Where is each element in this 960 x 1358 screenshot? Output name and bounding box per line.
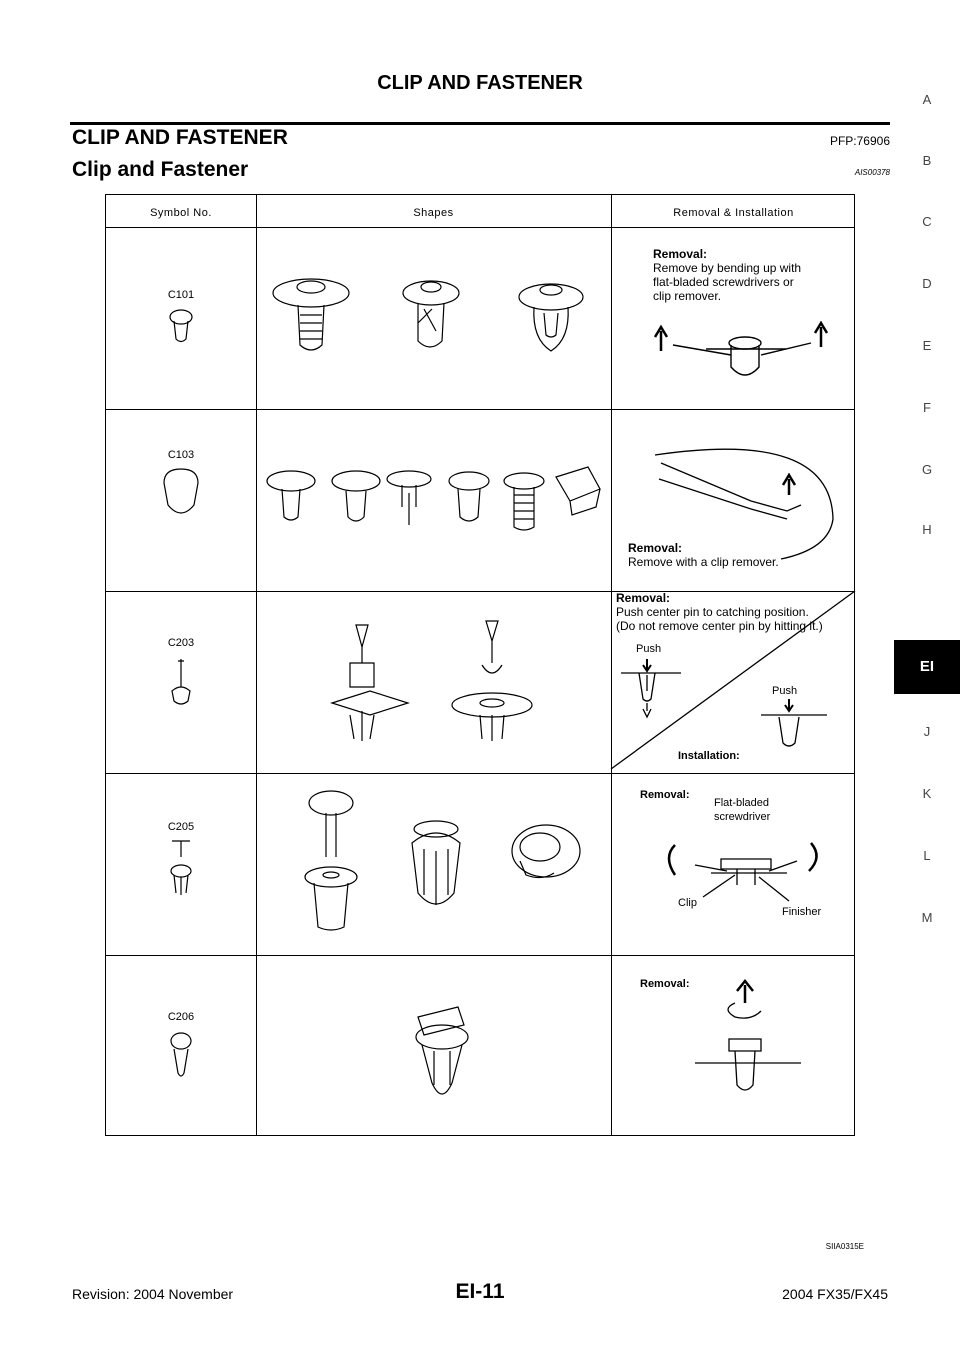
tab-h[interactable]: H	[922, 522, 932, 537]
tab-c[interactable]: C	[922, 214, 932, 229]
tab-f[interactable]: F	[923, 400, 931, 415]
c203-installation-label: Installation:	[678, 750, 740, 762]
c203-push-label-2: Push	[772, 685, 798, 697]
c205-clip-label: Clip	[678, 897, 697, 909]
diagram-id: SIIA0315E	[825, 1242, 864, 1251]
c101-removal-line1: Remove by bending up with	[653, 261, 802, 275]
tab-b[interactable]: B	[922, 153, 932, 168]
footer-page-number: EI-11	[455, 1280, 505, 1303]
tab-k[interactable]: K	[922, 786, 932, 801]
c103-removal-line1: Remove with a clip remover.	[628, 555, 779, 569]
header-shapes: Shapes	[413, 207, 454, 219]
c203-removal-heading: Removal:	[616, 591, 671, 605]
header-symbol: Symbol No.	[150, 207, 212, 219]
c101-removal-heading: Removal:	[653, 247, 708, 261]
footer-model: 2004 FX35/FX45	[782, 1286, 888, 1302]
c103-removal-heading: Removal:	[628, 541, 683, 555]
tab-g[interactable]: G	[921, 462, 933, 477]
symbol-c101: C101	[167, 289, 195, 301]
c101-removal-line3: clip remover.	[653, 289, 722, 303]
symbol-c203: C203	[167, 637, 195, 649]
subsection-title: Clip and Fastener	[72, 158, 249, 181]
section-index-tabs	[894, 0, 960, 1000]
tab-a[interactable]: A	[922, 92, 932, 107]
symbol-c205: C205	[167, 821, 195, 833]
subsection-code: AIS00378	[854, 168, 890, 177]
tab-ei[interactable]: EI	[894, 640, 960, 694]
c205-tool-label: Flat-bladed	[714, 797, 770, 809]
page-header-title: CLIP AND FASTENER	[377, 72, 583, 94]
tab-m[interactable]: M	[921, 910, 933, 925]
tab-e[interactable]: E	[922, 338, 932, 353]
c203-removal-diagram	[611, 591, 856, 773]
symbol-c103: C103	[167, 449, 195, 461]
footer-revision: Revision: 2004 November	[72, 1286, 234, 1302]
c101-removal-line2: flat-bladed screwdrivers or	[653, 275, 794, 289]
tab-l[interactable]: L	[923, 848, 931, 863]
section-title: CLIP AND FASTENER	[72, 126, 288, 149]
c203-removal-line2: (Do not remove center pin by hitting it.)	[616, 619, 823, 633]
c205-removal-diagram	[611, 773, 856, 955]
tab-d[interactable]: D	[922, 276, 932, 291]
clip-fastener-table	[105, 194, 855, 1136]
c206-removal-diagram	[611, 955, 856, 1137]
header-rule	[70, 122, 890, 125]
c205-tool-label-2: screwdriver	[714, 811, 771, 823]
c206-removal-heading: Removal:	[640, 978, 690, 990]
symbol-c206: C206	[167, 1011, 195, 1023]
c203-push-label-1: Push	[636, 643, 662, 655]
pfp-code: PFP:76906	[829, 134, 890, 148]
tab-j[interactable]: J	[923, 724, 931, 739]
c101-removal-diagram	[611, 227, 856, 409]
c203-removal-line1: Push center pin to catching position.	[616, 605, 809, 619]
c205-finisher-label: Finisher	[782, 906, 822, 918]
header-removal: Removal & Installation	[673, 207, 794, 219]
c205-removal-heading: Removal:	[640, 789, 690, 801]
